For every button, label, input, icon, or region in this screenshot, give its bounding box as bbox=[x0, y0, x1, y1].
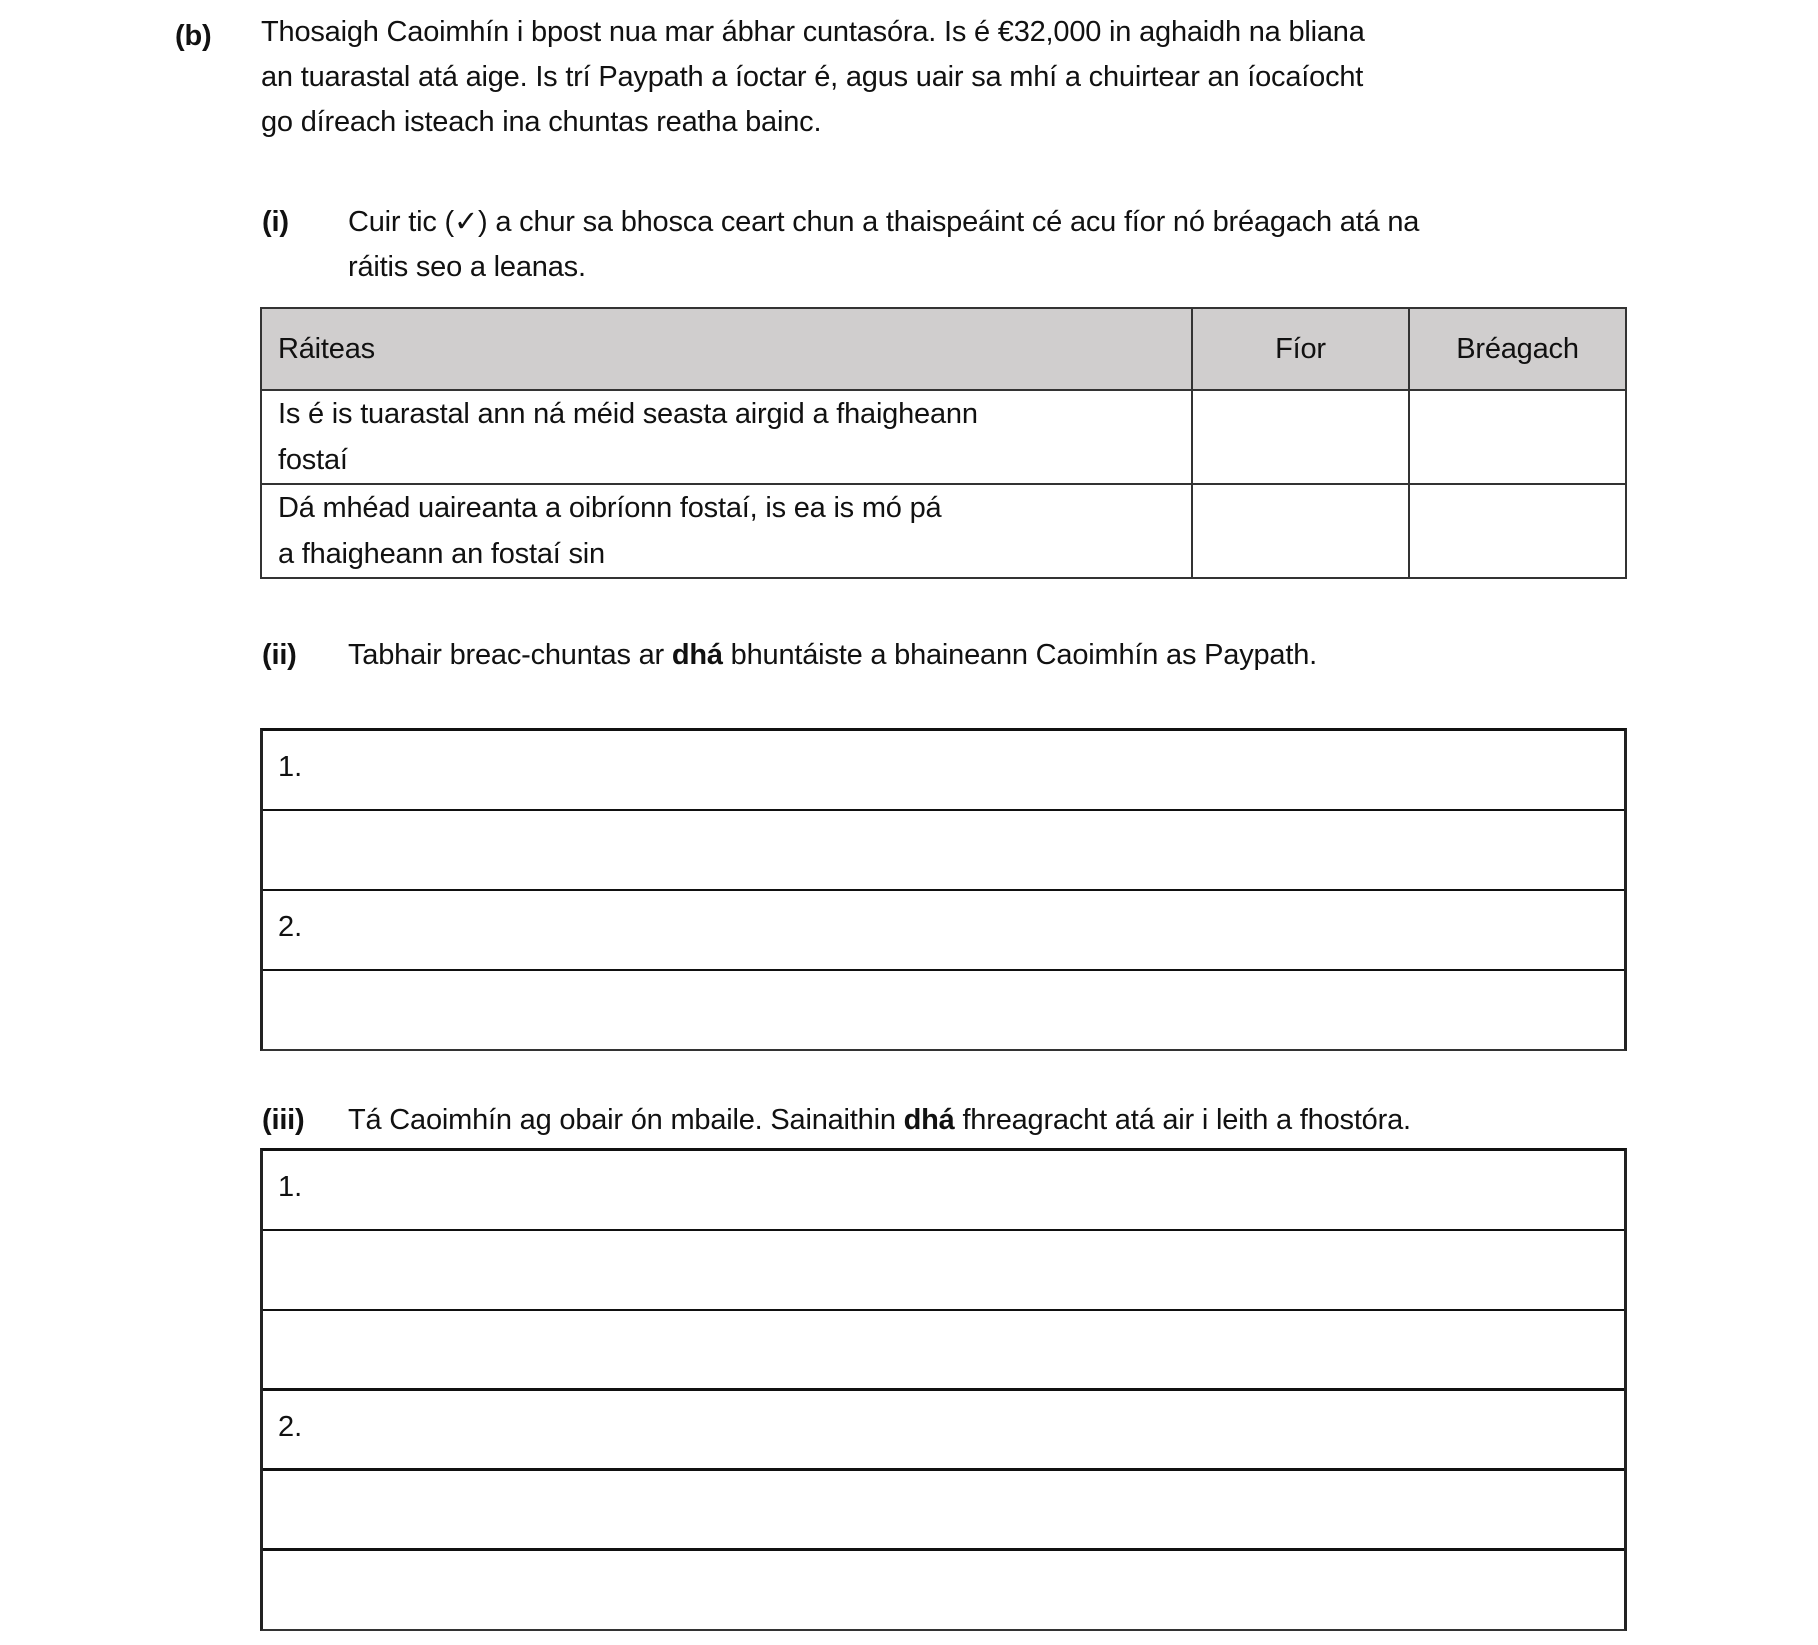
answer-input[interactable] bbox=[318, 977, 1618, 1043]
answer-box-ii bbox=[260, 728, 1627, 1051]
part-intro bbox=[261, 10, 1561, 145]
prompt-text: Tá Caoimhín ag obair ón mbaile. Sainaithin bbox=[348, 1104, 904, 1136]
answer-row bbox=[263, 971, 1624, 1049]
answer-input[interactable] bbox=[318, 1237, 1618, 1303]
answer-input[interactable] bbox=[318, 1397, 1618, 1462]
table-row bbox=[261, 390, 1626, 484]
intro-line: Thosaigh Caoimhín i bpost nua mar ábhar cuntasóra. Is é €32,000 in aghaidh na bliana bbox=[261, 16, 1365, 48]
question-ii-label: (ii) bbox=[262, 639, 297, 671]
statement-line: a fhaigheann an fostaí sin bbox=[278, 538, 605, 570]
answer-row bbox=[263, 1471, 1624, 1551]
header-true: Fíor bbox=[1192, 308, 1409, 390]
answer-row bbox=[263, 1391, 1624, 1471]
intro-line: go díreach isteach ina chuntas reatha bainc. bbox=[261, 106, 822, 138]
false-tick-box[interactable] bbox=[1409, 390, 1626, 484]
question-ii-prompt bbox=[348, 633, 1317, 678]
prompt-emphasis: dhá bbox=[903, 1104, 955, 1136]
answer-row bbox=[263, 1231, 1624, 1311]
intro-line: an tuarastal atá aige. Is trí Paypath a íoctar é, agus uair sa mhí a chuirtear an íocaíocht bbox=[261, 61, 1364, 93]
answer-number: 2. bbox=[278, 911, 303, 943]
statement-line: Is é is tuarastal ann ná méid seasta airgid a fhaigheann bbox=[278, 398, 978, 430]
answer-row bbox=[263, 811, 1624, 891]
part-label: (b) bbox=[175, 20, 212, 52]
table-row bbox=[261, 484, 1626, 578]
prompt-text: Tabhair breac-chuntas ar bbox=[348, 639, 672, 671]
answer-row bbox=[263, 1551, 1624, 1629]
question-iii-label: (iii) bbox=[262, 1104, 305, 1136]
answer-input[interactable] bbox=[318, 817, 1618, 883]
answer-input[interactable] bbox=[318, 897, 1618, 963]
prompt-text: bhuntáiste a bhaineann Caoimhín as Paypath. bbox=[722, 639, 1317, 671]
answer-number: 1. bbox=[278, 751, 303, 783]
table-header-row bbox=[261, 308, 1626, 390]
answer-row bbox=[263, 1311, 1624, 1391]
answer-number: 2. bbox=[278, 1411, 303, 1443]
question-i-label: (i) bbox=[262, 206, 289, 238]
answer-number: 1. bbox=[278, 1171, 303, 1203]
true-tick-box[interactable] bbox=[1192, 390, 1409, 484]
answer-input[interactable] bbox=[318, 1477, 1618, 1542]
answer-input[interactable] bbox=[318, 1157, 1618, 1223]
header-false: Bréagach bbox=[1409, 308, 1626, 390]
false-tick-box[interactable] bbox=[1409, 484, 1626, 578]
instruction-line: Cuir tic (✓) a chur sa bhosca ceart chun a thaispeáint cé acu fíor nó bréagach atá na bbox=[348, 206, 1420, 238]
prompt-text: fhreagracht atá air i leith a fhostóra. bbox=[954, 1104, 1411, 1136]
question-i-instructions bbox=[348, 200, 1419, 290]
statement-line: fostaí bbox=[278, 444, 348, 476]
answer-row bbox=[263, 1151, 1624, 1231]
answer-row bbox=[263, 891, 1624, 971]
answer-input[interactable] bbox=[318, 737, 1618, 803]
true-false-table bbox=[260, 307, 1627, 579]
answer-box-iii bbox=[260, 1148, 1627, 1631]
instruction-line: ráitis seo a leanas. bbox=[348, 251, 586, 283]
prompt-emphasis: dhá bbox=[671, 639, 723, 671]
answer-input[interactable] bbox=[318, 1317, 1618, 1382]
statement-line: Dá mhéad uaireanta a oibríonn fostaí, is ea is mó pá bbox=[278, 492, 942, 524]
statement-cell bbox=[261, 484, 1192, 578]
question-iii-prompt bbox=[348, 1098, 1411, 1143]
answer-row bbox=[263, 731, 1624, 811]
header-statement: Ráiteas bbox=[261, 308, 1192, 390]
true-tick-box[interactable] bbox=[1192, 484, 1409, 578]
answer-input[interactable] bbox=[318, 1557, 1618, 1623]
statement-cell bbox=[261, 390, 1192, 484]
